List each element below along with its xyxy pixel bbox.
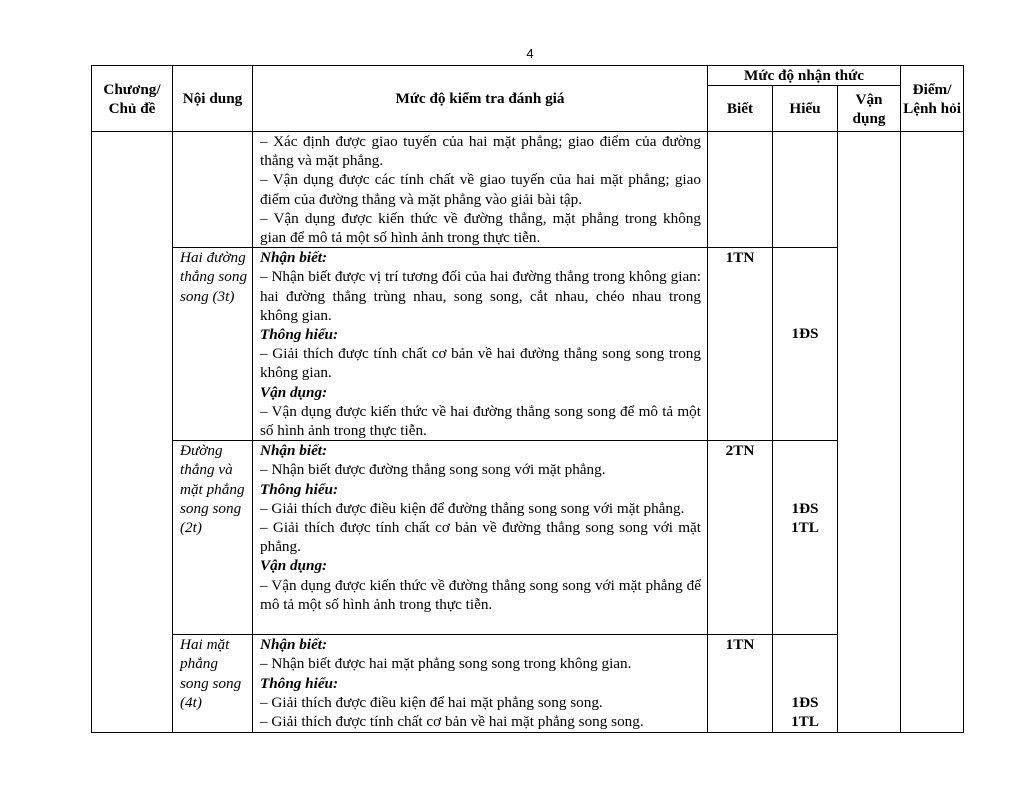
biet-cell: 2TN xyxy=(708,441,773,635)
hieu-cell xyxy=(773,132,838,248)
assessment-matrix-table xyxy=(91,65,964,733)
criteria-line: – Giải thích được tính chất cơ bản về đường thẳng song song với mặt phẳng. xyxy=(260,519,701,556)
criteria-line: – Nhận biết được đường thẳng song song với mặt phẳng. xyxy=(260,461,606,479)
header-hieu: Hiểu xyxy=(773,86,838,132)
hieu-value: 1TL xyxy=(791,519,819,537)
criteria-cell xyxy=(253,132,708,248)
table-row xyxy=(92,248,964,441)
header-biet: Biết xyxy=(708,86,773,132)
criteria-line: – Vận dụng được kiến thức về hai đường thẳng song song để mô tả một số hình ảnh trong thực tiễn. xyxy=(260,402,701,440)
nhan-biet-heading: Nhận biết: xyxy=(260,442,328,460)
hieu-cell xyxy=(773,441,838,635)
header-cognitive-level: Mức độ nhận thức xyxy=(708,66,901,86)
header-diem: Điểm/ Lệnh hỏi xyxy=(901,66,964,132)
criteria-line: – Giải thích được điều kiện để đường thẳng song song với mặt phẳng. xyxy=(260,499,685,517)
criteria-cell xyxy=(253,248,708,441)
nhan-biet-heading: Nhận biết: xyxy=(260,249,328,267)
topic-cell: Hai mặt phẳng song song (4t) xyxy=(173,635,253,732)
nhan-biet-heading: Nhận biết: xyxy=(260,636,328,654)
criteria-line: – Xác định được giao tuyến của hai mặt phẳng; giao điểm của đường thẳng và mặt phẳng. xyxy=(260,133,701,170)
criteria-line: – Nhận biết được vị trí tương đối của hai đường thẳng trong không gian: hai đường thẳng trùng nhau, song song, cắt nhau, chéo nhau trong không gian. xyxy=(260,268,701,324)
biet-cell xyxy=(708,132,773,248)
thong-hieu-heading: Thông hiểu: xyxy=(260,326,339,344)
hieu-cell xyxy=(773,635,838,732)
van-dung-heading: Vận dụng: xyxy=(260,383,328,401)
criteria-line: – Vận dụng được kiến thức về đường thẳng, mặt phẳng trong không gian để mô tả một số hình ảnh trong thực tiễn. xyxy=(260,209,701,247)
chapter-cell xyxy=(92,132,173,733)
table-row xyxy=(92,441,964,635)
biet-cell: 1TN xyxy=(708,635,773,732)
criteria-line: – Giải thích được tính chất cơ bản về hai đường thẳng song song trong không gian. xyxy=(260,345,701,382)
van-dung-heading: Vận dụng: xyxy=(260,557,328,575)
criteria-line: – Giải thích được tính chất cơ bản về hai mặt phẳng song song. xyxy=(260,713,644,731)
criteria-line: – Nhận biết được hai mặt phẳng song song trong không gian. xyxy=(260,655,632,673)
thong-hieu-heading: Thông hiểu: xyxy=(260,674,339,692)
topic-cell xyxy=(173,132,253,248)
diem-cell xyxy=(901,132,964,733)
hieu-cell xyxy=(773,248,838,441)
criteria-line: – Vận dụng được các tính chất về giao tuyến của hai mặt phẳng; giao điểm của đường thẳng và mặt phẳng vào giải bài tập. xyxy=(260,171,701,208)
table-row xyxy=(92,635,964,732)
header-content: Nội dung xyxy=(173,66,253,132)
criteria-cell xyxy=(253,441,708,635)
hieu-value: 1TL xyxy=(791,713,819,731)
header-van-dung: Vận dụng xyxy=(838,86,901,132)
hieu-value: 1ĐS xyxy=(791,500,819,518)
table-row xyxy=(92,132,964,248)
hieu-value: 1ĐS xyxy=(791,694,819,712)
biet-cell: 1TN xyxy=(708,248,773,441)
criteria-line: – Giải thích được điều kiện để hai mặt phẳng song song. xyxy=(260,693,603,711)
topic-cell: Đường thẳng và mặt phẳng song song (2t) xyxy=(173,441,253,635)
header-chapter: Chương/ Chủ đề xyxy=(92,66,173,132)
page-number: 4 xyxy=(526,46,534,61)
thong-hieu-heading: Thông hiểu: xyxy=(260,480,339,498)
van-dung-cell xyxy=(838,132,901,733)
hieu-value: 1ĐS xyxy=(791,325,819,343)
topic-cell: Hai đường thẳng song song (3t) xyxy=(173,248,253,441)
criteria-cell xyxy=(253,635,708,732)
criteria-line: – Vận dụng được kiến thức về đường thẳng song song với mặt phẳng để mô tả một số hình ảnh trong thực tiễn. xyxy=(260,576,701,613)
header-criteria: Mức độ kiểm tra đánh giá xyxy=(253,66,708,132)
